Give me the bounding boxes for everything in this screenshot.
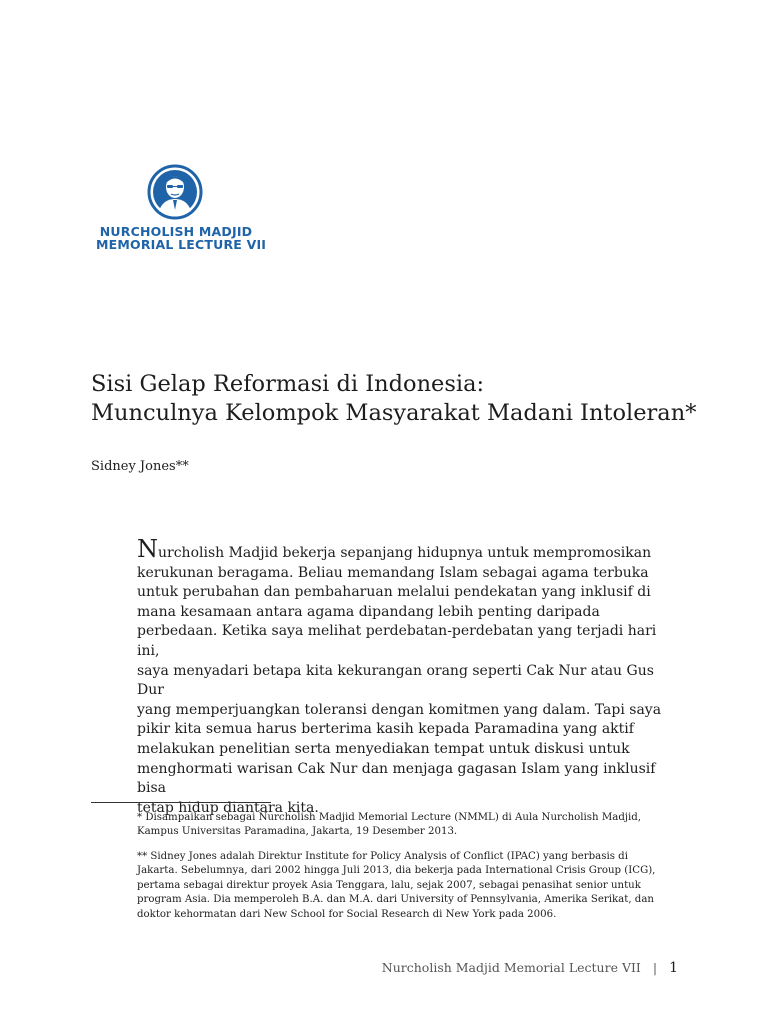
footer-text: Nurcholish Madjid Memorial Lecture VII (381, 960, 641, 975)
footnote-line: program Asia. Dia memperoleh B.A. dan M.A. dari University of Pennsylvania, Amerika Serikat, dan (137, 894, 654, 906)
footnote-line: ** Sidney Jones adalah Direktur Institute for Policy Analysis of Conflict (IPAC) yang berbasis di (137, 851, 628, 862)
title-line2: Munculnya Kelompok Masyarakat Madani Intoleran* (91, 400, 697, 426)
logo-text-line1: NURCHOLISH MADJID (99, 224, 253, 239)
body-line: untuk perubahan dan pembaharuan melalui pendekatan yang inklusif di (137, 584, 651, 601)
footnote-1 (137, 811, 677, 840)
title-line1: Sisi Gelap Reformasi di Indonesia: (91, 371, 485, 397)
logo-text-line2: MEMORIAL LECTURE VII (96, 237, 267, 252)
body-line: kerukunan beragama. Beliau memandang Islam sebagai agama terbuka (137, 564, 649, 581)
page-title (91, 370, 731, 428)
portrait-emblem-icon (147, 164, 203, 220)
body-line: tetap hidup diantara kita. (137, 799, 319, 816)
page-number: 1 (669, 960, 678, 976)
footnote-line: Kampus Universitas Paramadina, Jakarta, 19 Desember 2013. (137, 826, 458, 838)
footnote-line: * Disampaikan sebagai Nurcholish Madjid Memorial Lecture (NMML) di Aula Nurcholish Madjid, (137, 812, 642, 823)
body-line: pikir kita semua harus berterima kasih kepada Paramadina yang aktif (137, 721, 634, 738)
body-line: mana kesamaan antara agama dipandang lebih penting daripada (137, 603, 600, 620)
footer-separator: | (652, 960, 658, 975)
body-line: urcholish Madjid bekerja sepanjang hidupnya untuk mempromosikan (158, 545, 652, 561)
footnote-divider (91, 802, 271, 803)
author-name: Sidney Jones** (91, 459, 189, 474)
body-line: menghormati warisan Cak Nur dan menjaga gagasan Islam yang inklusif bisa (137, 760, 656, 797)
body-line: melakukan penelitian serta menyediakan tempat untuk diskusi untuk (137, 740, 630, 757)
footnote-line: doktor kehormatan dari New School for Social Research di New York pada 2006. (137, 908, 557, 920)
body-paragraph (137, 535, 682, 818)
page-footer (382, 960, 678, 976)
lecture-logo (96, 160, 267, 252)
footnote-line: pertama sebagai direktur proyek Asia Tenggara, lalu, sejak 2007, sebagai penasihat senior untuk (137, 879, 641, 891)
body-line: saya menyadari betapa kita kekurangan orang seperti Cak Nur atau Gus Dur (137, 662, 654, 699)
footnote-line: Jakarta. Sebelumnya, dari 2002 hingga Juli 2013, dia bekerja pada International Crisis Group (ICG), (137, 865, 656, 877)
drop-cap: N (137, 535, 158, 563)
body-line: perbedaan. Ketika saya melihat perdebatan-perdebatan yang terjadi hari ini, (137, 623, 657, 659)
body-line: yang memperjuangkan toleransi dengan komitmen yang dalam. Tapi saya (137, 701, 662, 718)
footnote-2 (137, 850, 677, 922)
